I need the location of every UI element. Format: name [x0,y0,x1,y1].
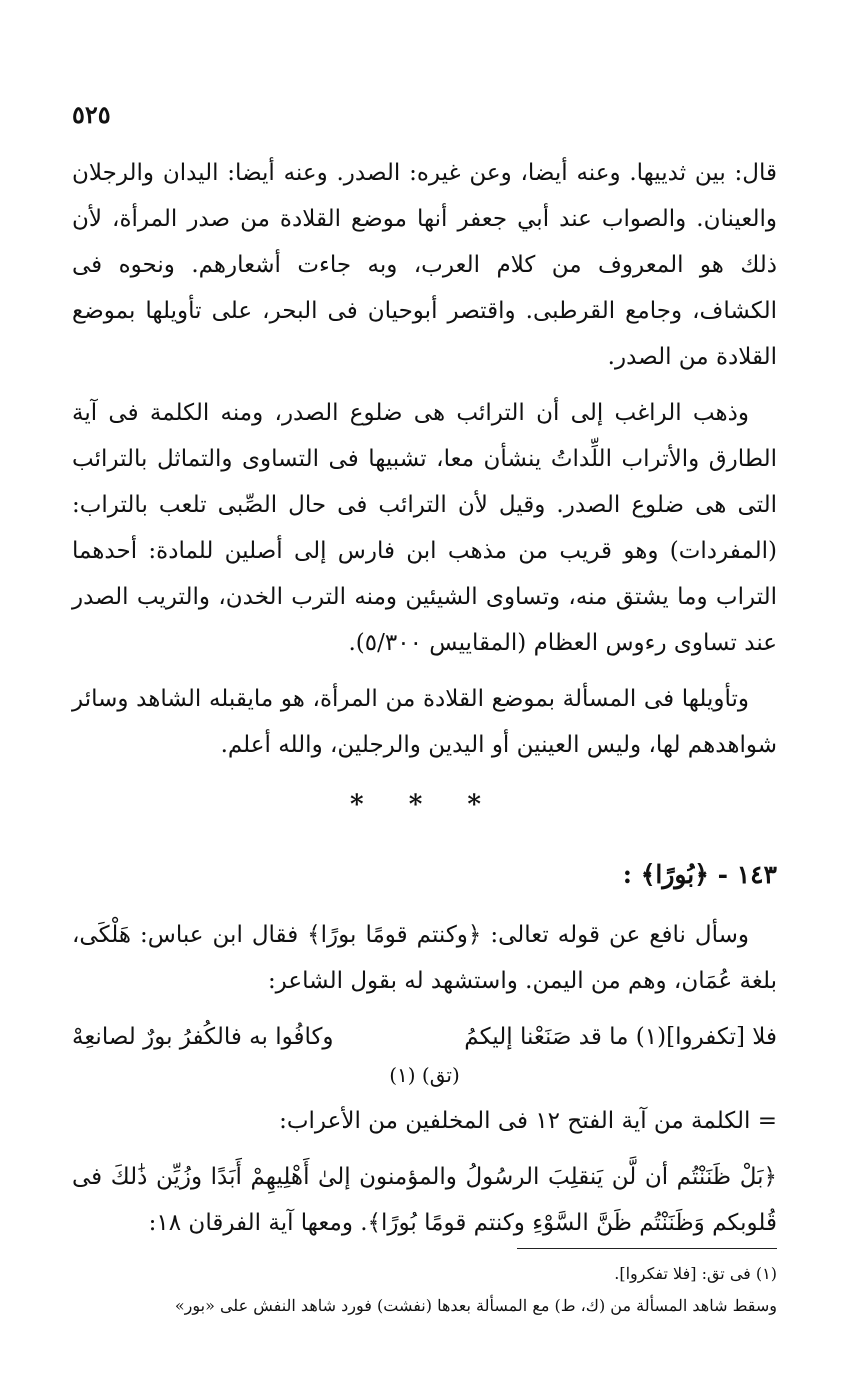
continuation-line-1: = الكلمة من آية الفتح ١٢ فى المخلفين من الأعراب: [279,1108,777,1134]
verse-first-hemistich: فلا [تكفروا](١) ما قد صَنَعْنا إليكمُ [464,1024,777,1050]
entry-paragraph: وسأل نافع عن قوله تعالى: ﴿وكنتم قومًا بورًا﴾ فقال ابن عباس: هَلْكَى، بلغة عُمَان، وهم من اليمن. واستشهد له بقول الشاعر: [72,922,777,994]
paragraph-1: قال: بين ثدييها. وعنه أيضا، وعن غيره: الصدر. وعنه أيضا: اليدان والرجلان والعينان. والصواب عند أبي جعفر أنها موضع القلادة من صدر المرأة، لأن ذلك هو المعروف من كلام العرب، وبه جاءت أشعارهم. ونحوه فى الكشاف، وجامع القرطبى. واقتصر أبوحيان فى البحر، على تأويلها بموضع القلادة من الصدر. [72,160,777,370]
footnote-divider [517,1248,777,1249]
section-separator: * * * [350,790,499,820]
body-text [72,150,777,1256]
paragraph-3: وتأويلها فى المسألة بموضع القلادة من المرأة، هو مايقبله الشاهد وسائر شواهدهم لها، وليس العينين أو اليدين والرجلين، والله أعلم. [72,686,777,758]
entry-heading: ١٤٣ - ﴿بُورًا﴾ : [622,860,777,889]
footnote-1: (١) فى تق: [فلا تفكروا]. [614,1264,777,1283]
continuation-line-2: ﴿بَلْ ظَنَنْتُم أن لَّن يَنقلِبَ الرسُولُ والمؤمنون إلىٰ أَهْلِيهِمْ أَبَدًا وزُيِّن ذَٰلكَ فى قُلوبكم وَظَنَنْتُم ظَنَّ السَّوْءِ وكنتم قومًا بُورًا﴾. ومعها آية الفرقان ١٨: [72,1164,777,1236]
footnote-2: وسقط شاهد المسألة من (ك، ط) مع المسألة بعدها (نفشت) فورد شاهد النفش على «بور» [174,1296,777,1315]
paragraph-2: وذهب الراغب إلى أن الترائب هى ضلوع الصدر، ومنه الكلمة فى آية الطارق والأتراب اللِّداتُ ينشأن معا، تشبيها فى التساوى والتماثل بالترائب التى هى ضلوع الصدر. وقيل لأن الترائب فى حال الصِّبى تلعب بالتراب: (المفردات) وهو قريب من مذهب ابن فارس إلى أصلين للمادة: أحدهما التراب وما يشتق منه، وتساوى الشيئين ومنه الترب الخدن، والتريب الصدر عند تساوى رءوس العظام (المقاييس ٥/٣٠٠). [72,400,777,656]
footnotes [72,1258,777,1322]
verse-attribution: (تق) (١) [389,1063,460,1087]
page-number: ٥٢٥ [72,100,111,129]
poetry-verse [72,1014,777,1060]
verse-second-hemistich: وكافُوا به فالكُفرُ بورٌ لصانعِهْ [72,1024,334,1050]
